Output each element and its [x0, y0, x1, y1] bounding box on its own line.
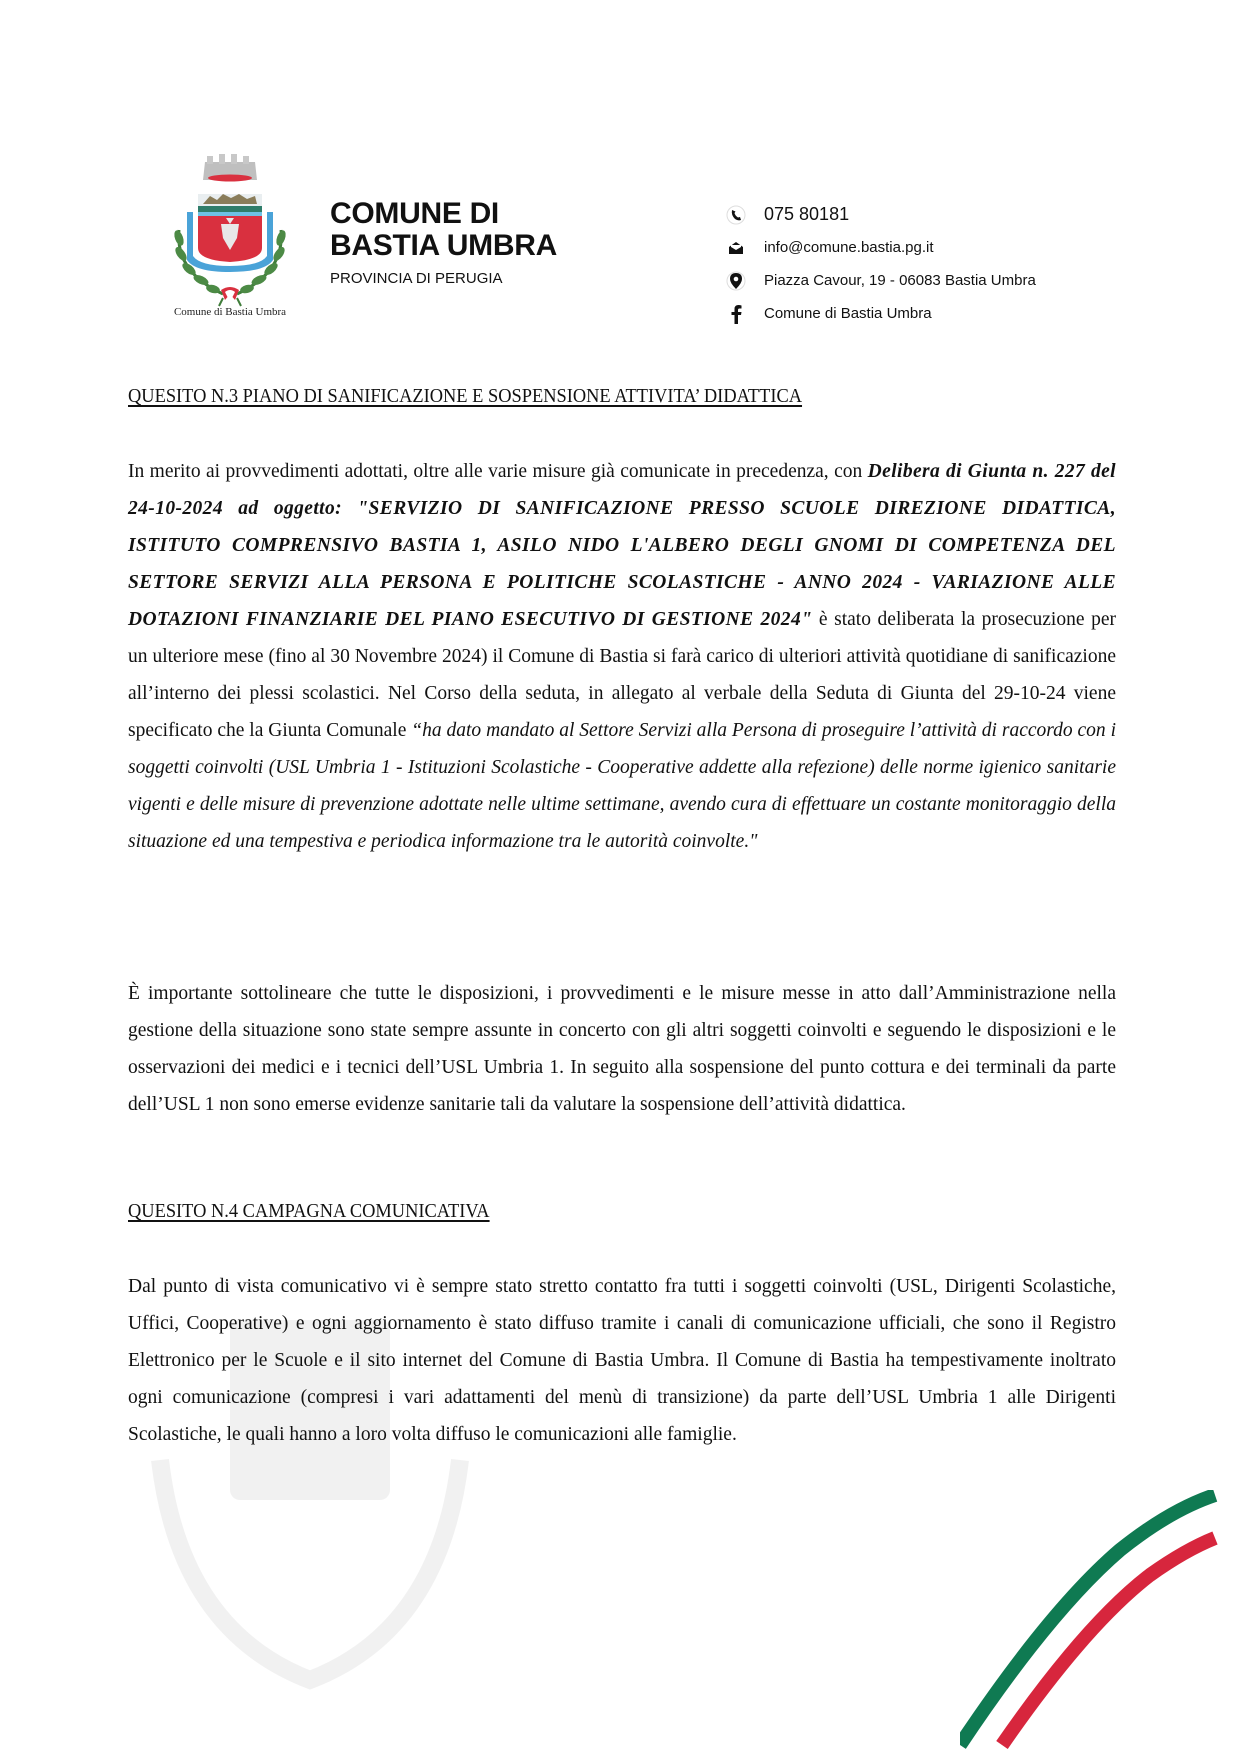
contact-phone-text[interactable]: 075 80181 [764, 204, 850, 224]
contact-address-text: Piazza Cavour, 19 - 06083 Bastia Umbra [764, 272, 1036, 289]
contact-facebook [725, 297, 1036, 330]
phone-icon [725, 204, 747, 226]
paragraph-intro-text: In merito ai provvedimenti adottati, oltre alle varie misure già comunicate in precedenza, con [128, 461, 868, 482]
delibera-reference: Delibera di Giunta n. 227 del 24-10-2024 ad oggetto: "SERVIZIO DI SANIFICAZIONE PRESSO SCUOLE DIREZIONE DIDATTICA, ISTITUTO COMPRENSIVO BASTIA 1, ASILO NIDO L'ALBERO DEGLI GNOMI DI COMPETENZA DEL SETTORE SERVIZI ALLA PERSONA E POLITICHE SCOLASTICHE - ANNO 2024 - VARIAZIONE ALLE DOTAZIONI FINANZIARIE DEL PIANO ESECUTIVO DI GESTIONE 2024" [128, 461, 1117, 630]
location-pin-icon [725, 270, 747, 292]
contact-email-text[interactable]: info@comune.bastia.pg.it [764, 239, 934, 256]
contact-email [725, 231, 1036, 264]
paragraph-disposizioni: È importante sottolineare che tutte le disposizioni, i provvedimenti e le misure messe in atto dall’Amministrazione nella gestione della situazione sono state sempre assunte in concerto con gli altri soggetti coinvolti e seguendo le disposizioni e le osservazioni dei medici e i tecnici dell’USL Umbria 1. In seguito alla sospensione del punto cottura e dei terminali da parte dell’USL 1 non sono emerse evidenze sanitarie tali da valutare la sospensione dell’attività didattica. [128, 983, 1116, 1115]
paragraph-delibera [128, 453, 1116, 860]
paragraph-comunicazione: Dal punto di vista comunicativo vi è sempre stato stretto contatto fra tutti i soggetti coinvolti (USL, Dirigenti Scolastiche, Uffici, Cooperative) e ogni aggiornamento è stato diffuso tramite i canali di comunicazione ufficiali, che sono il Registro Elettronico per le Scuole e il sito internet del Comune di Bastia Umbra. Il Comune di Bastia ha tempestivamente inoltrato ogni comunicazione (compresi i vari adattamenti del menù di transizione) da parte dell’USL Umbria 1 alle Dirigenti Scolastiche, le quali hanno a loro volta diffuso le comunicazioni alle famiglie. [128, 1276, 1116, 1445]
contact-facebook-text[interactable]: Comune di Bastia Umbra [764, 305, 932, 322]
contact-list [725, 198, 1036, 330]
mail-icon [725, 237, 747, 259]
coat-of-arms-logo-icon [165, 152, 295, 317]
giunta-quote: “ha dato mandato al Settore Servizi alla Persona di proseguire l’attività di raccordo con i soggetti coinvolti (USL Umbria 1 - Istituzioni Scolastiche - Cooperative addette alla refezione) delle norme igienico sanitarie vigenti e delle misure di prevenzione adottate nelle ultime settimane, avendo cura di effettuare un costante monitoraggio della situazione ed una tempestiva e periodica informazione tra le autorità coinvolte." [128, 720, 1116, 852]
facebook-icon [725, 303, 747, 325]
italian-flag-ribbon-icon [960, 1490, 1220, 1750]
contact-phone [725, 198, 1036, 231]
section-heading-quesito-4: QUESITO N.4 CAMPAGNA COMUNICATIVA [128, 1200, 490, 1222]
section-heading-quesito-3: QUESITO N.3 PIANO DI SANIFICAZIONE E SOSPENSIONE ATTIVITA’ DIDATTICA [128, 385, 803, 407]
brand-line-2: BASTIA UMBRA [330, 229, 557, 262]
municipality-brand [330, 198, 557, 287]
crest-caption: Comune di Bastia Umbra [173, 306, 287, 318]
contact-address [725, 264, 1036, 297]
paragraph-middle-text: è stato deliberata la prosecuzione per un ulteriore mese (fino al 30 Novembre 2024) il Comune di Bastia si farà carico di ulteriori attività quotidiane di sanificazione all’interno dei plessi scolastici. Nel Corso della seduta, in allegato al verbale della Seduta di Giunta del 29-10-24 viene specificato che la Giunta Comunale [128, 609, 1116, 741]
brand-line-1: COMUNE DI [330, 197, 499, 230]
brand-province: PROVINCIA DI PERUGIA [330, 270, 503, 287]
